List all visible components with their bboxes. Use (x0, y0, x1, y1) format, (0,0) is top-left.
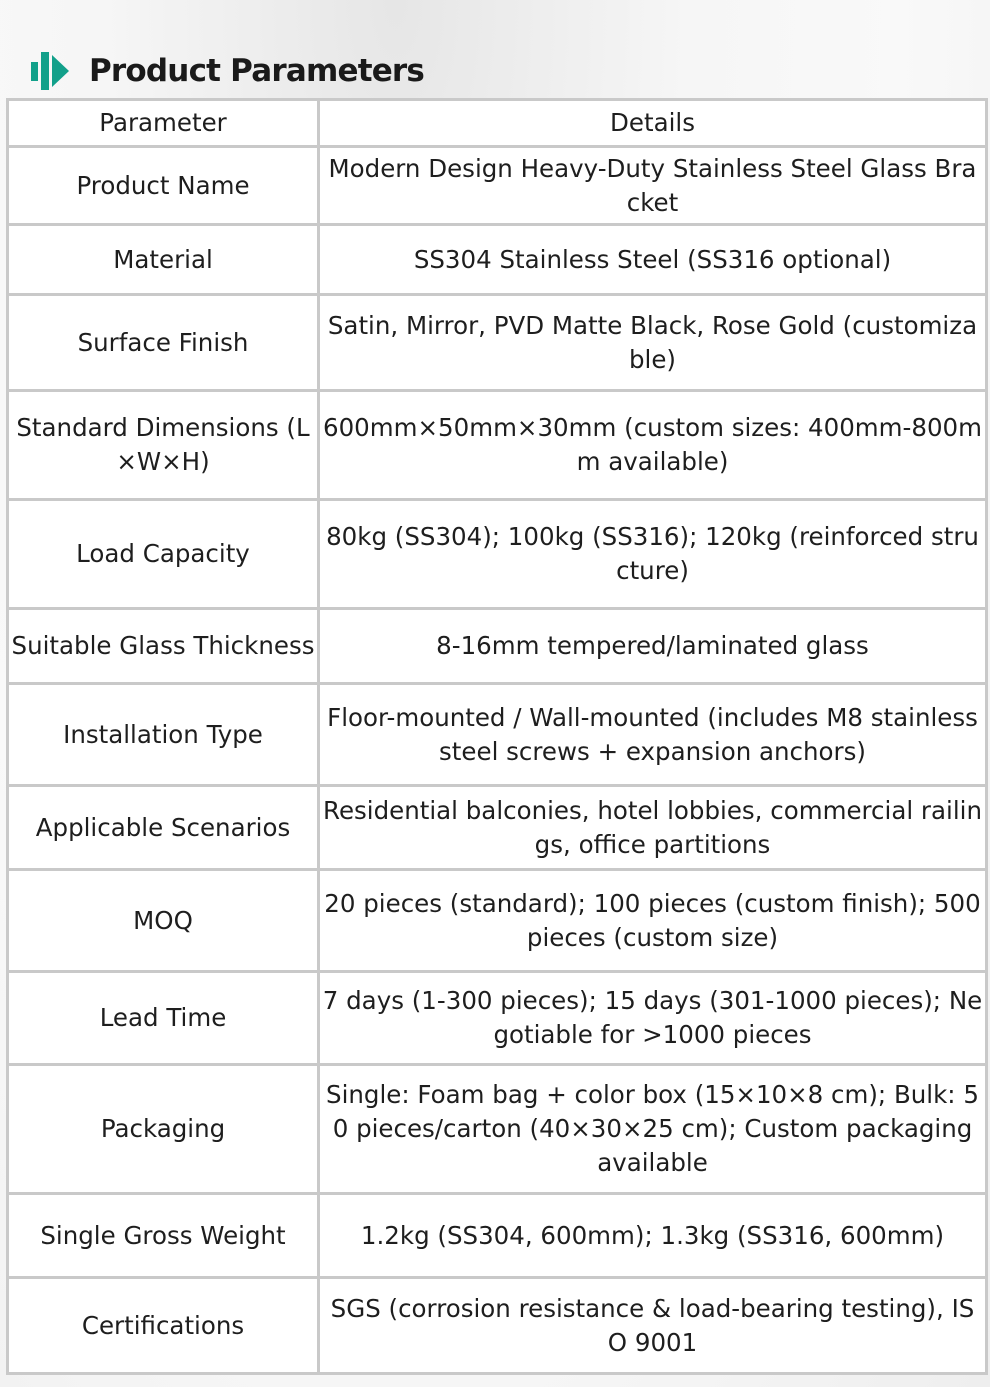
double-bar-arrow-icon (31, 48, 71, 94)
parameter-cell: Packaging (8, 1065, 319, 1194)
details-cell: Satin, Mirror, PVD Matte Black, Rose Gold (customizable) (319, 295, 987, 391)
details-cell: SS304 Stainless Steel (SS316 optional) (319, 225, 987, 295)
table-row (8, 391, 987, 500)
parameter-cell: Installation Type (8, 684, 319, 786)
table-row (8, 1065, 987, 1194)
parameter-cell: Applicable Scenarios (8, 786, 319, 870)
details-cell: Floor-mounted / Wall-mounted (includes M8 stainless steel screws + expansion anchors) (319, 684, 987, 786)
table-row (8, 684, 987, 786)
parameter-cell: Lead Time (8, 972, 319, 1065)
table-row (8, 295, 987, 391)
details-cell: 600mm×50mm×30mm (custom sizes: 400mm-800mm available) (319, 391, 987, 500)
section-heading (31, 46, 424, 96)
details-cell: Residential balconies, hotel lobbies, commercial railings, office partitions (319, 786, 987, 870)
parameter-cell: Material (8, 225, 319, 295)
parameter-cell: Single Gross Weight (8, 1194, 319, 1278)
details-cell: Modern Design Heavy-Duty Stainless Steel Glass Bracket (319, 147, 987, 225)
details-cell: 8-16mm tempered/laminated glass (319, 609, 987, 684)
parameter-cell: Certifications (8, 1278, 319, 1374)
table-row (8, 225, 987, 295)
details-cell: Single: Foam bag + color box (15×10×8 cm); Bulk: 50 pieces/carton (40×30×25 cm); Custom packaging available (319, 1065, 987, 1194)
table-row (8, 1194, 987, 1278)
table-row (8, 870, 987, 972)
parameter-cell: Suitable Glass Thickness (8, 609, 319, 684)
parameter-cell: Product Name (8, 147, 319, 225)
parameter-cell: Load Capacity (8, 500, 319, 609)
table-row (8, 609, 987, 684)
parameter-cell: Standard Dimensions (L×W×H) (8, 391, 319, 500)
header-parameter: Parameter (8, 100, 319, 147)
parameter-cell: MOQ (8, 870, 319, 972)
table-header-row (8, 100, 987, 147)
table-row (8, 147, 987, 225)
details-cell: 20 pieces (standard); 100 pieces (custom finish); 500 pieces (custom size) (319, 870, 987, 972)
details-cell: 80kg (SS304); 100kg (SS316); 120kg (reinforced structure) (319, 500, 987, 609)
page-title: Product Parameters (89, 53, 425, 89)
table-row (8, 972, 987, 1065)
table-row (8, 1278, 987, 1374)
details-cell: 1.2kg (SS304, 600mm); 1.3kg (SS316, 600mm) (319, 1194, 987, 1278)
details-cell: SGS (corrosion resistance & load-bearing testing), ISO 9001 (319, 1278, 987, 1374)
details-cell: 7 days (1-300 pieces); 15 days (301-1000 pieces); Negotiable for >1000 pieces (319, 972, 987, 1065)
header-details: Details (319, 100, 987, 147)
table-row (8, 500, 987, 609)
table-row (8, 786, 987, 870)
parameter-cell: Surface Finish (8, 295, 319, 391)
parameters-table (6, 98, 988, 1375)
